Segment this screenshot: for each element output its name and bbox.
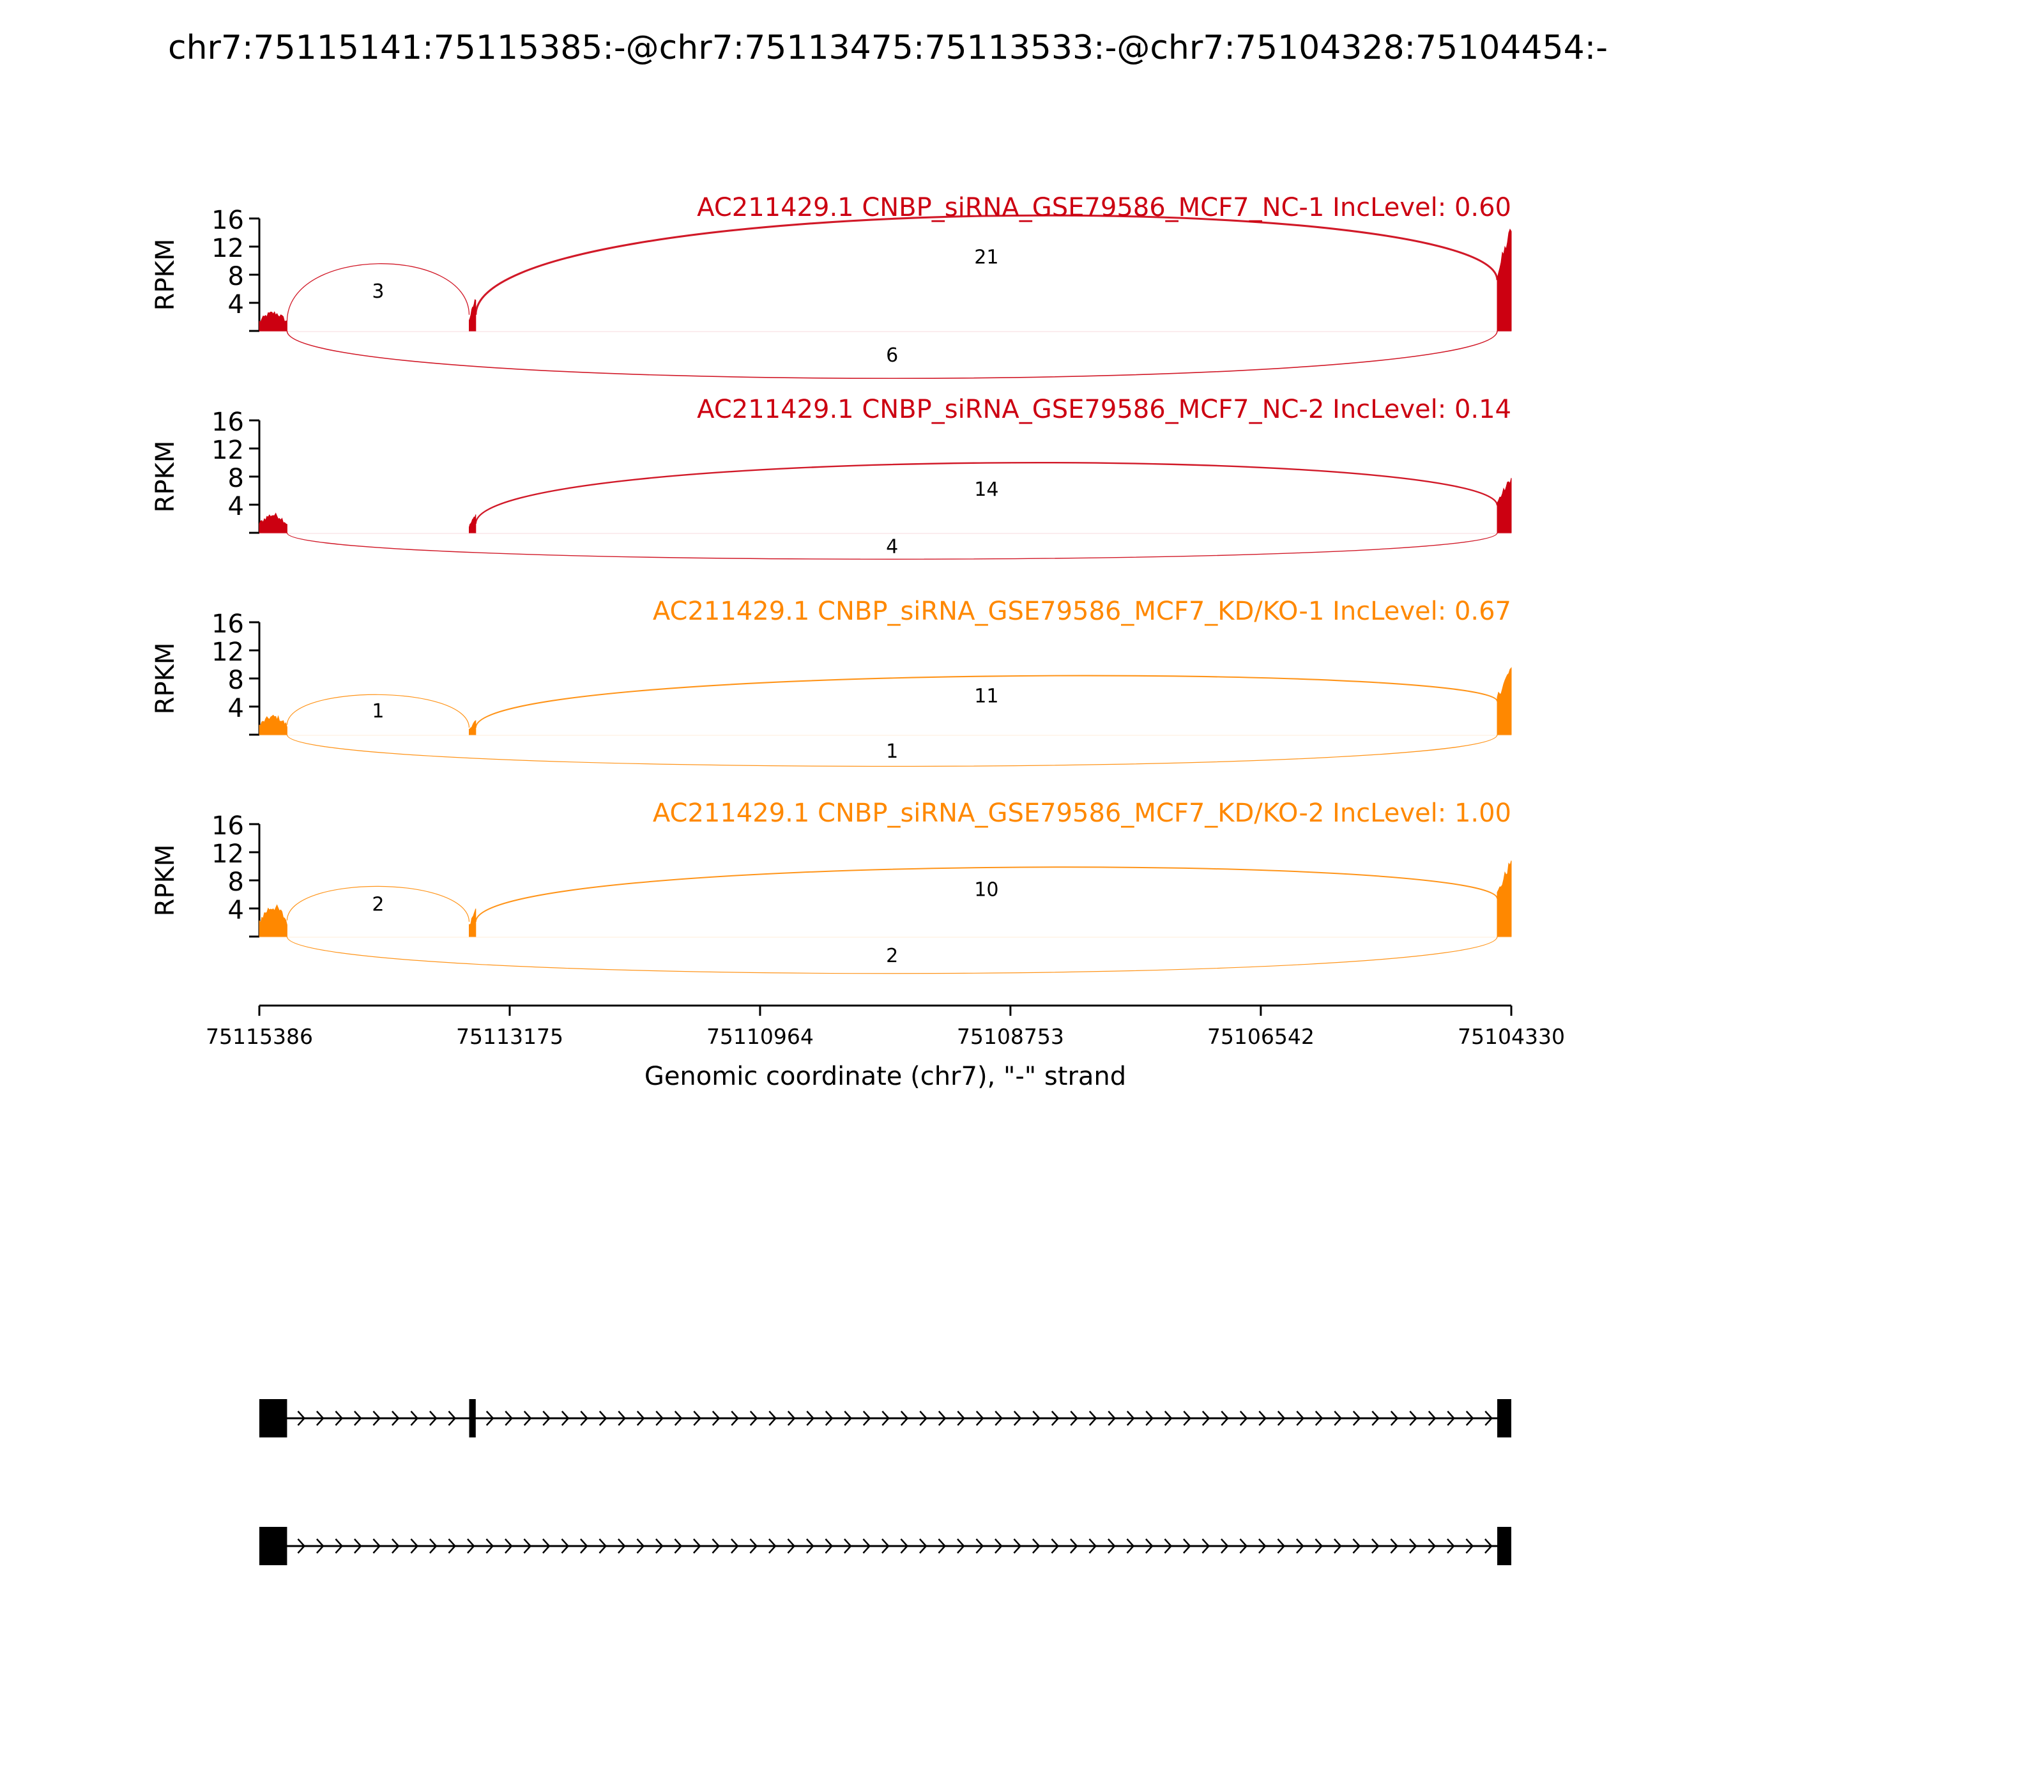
x-tick-label: 75108753: [956, 1024, 1064, 1049]
y-tick-label: 16: [211, 408, 244, 437]
panel-sample-label: AC211429.1 CNBP_siRNA_GSE79586_MCF7_KD/KO-2 IncLevel: 1.00: [652, 799, 1511, 828]
y-tick-label: 4: [227, 290, 244, 319]
coverage-exon-1: [259, 312, 287, 331]
coverage-panel-2: [151, 395, 1511, 559]
exon-block: [1497, 1527, 1511, 1565]
coverage-exon-3: [1497, 668, 1511, 735]
figure-title: chr7:75115141:75115385:-@chr7:75113475:75113533:-@chr7:75104328:75104454:-: [167, 29, 1608, 67]
y-tick-label: 12: [211, 638, 244, 667]
coverage-exon-3: [1497, 478, 1511, 533]
junction-count-label: 21: [974, 246, 999, 269]
coverage-exon-1: [259, 716, 287, 735]
y-tick-label: 16: [211, 206, 244, 235]
y-tick-label: 8: [227, 464, 244, 493]
coverage-exon-3: [1497, 861, 1511, 937]
y-tick-label: 4: [227, 896, 244, 925]
exon-block: [469, 1399, 475, 1437]
coverage-exon-2: [469, 721, 476, 735]
coverage-exon-3: [1497, 229, 1511, 331]
x-axis-label: Genomic coordinate (chr7), "-" strand: [644, 1062, 1127, 1091]
y-tick-label: 16: [211, 609, 244, 639]
x-tick-label: 75115386: [206, 1024, 313, 1049]
coverage-exon-2: [469, 514, 476, 533]
junction-count-label: 4: [886, 535, 899, 558]
coverage-exon-2: [469, 908, 476, 937]
coverage-panels: [151, 193, 1511, 974]
y-axis-label: RPKM: [151, 440, 180, 513]
y-tick-label: 16: [211, 811, 244, 841]
coverage-panel-1: [151, 193, 1511, 378]
y-tick-label: 12: [211, 436, 244, 465]
y-tick-label: 12: [211, 839, 244, 869]
y-axis-label: RPKM: [151, 642, 180, 715]
x-axis: [206, 1006, 1565, 1091]
coverage-exon-1: [259, 905, 287, 937]
y-axis-label: RPKM: [151, 844, 180, 917]
exon-block: [1497, 1399, 1511, 1437]
x-tick-label: 75104330: [1458, 1024, 1565, 1049]
junction-count-label: 11: [974, 685, 999, 708]
y-tick-label: 8: [227, 262, 244, 291]
junction-count-label: 1: [372, 700, 385, 723]
exon-block: [259, 1399, 287, 1437]
y-tick-label: 8: [227, 868, 244, 897]
junction-count-label: 2: [886, 944, 899, 967]
isoform-2: [259, 1527, 1511, 1565]
coverage-panel-4: [151, 799, 1511, 974]
junction-count-label: 10: [974, 878, 999, 901]
x-tick-label: 75113175: [455, 1024, 563, 1049]
y-axis-label: RPKM: [151, 238, 180, 311]
y-tick-label: 4: [227, 694, 244, 723]
junction-count-label: 6: [886, 344, 899, 367]
y-tick-label: 4: [227, 492, 244, 521]
isoform-track: [259, 1399, 1511, 1565]
junction-count-label: 3: [372, 280, 385, 303]
x-tick-label: 75110964: [706, 1024, 814, 1049]
x-tick-label: 75106542: [1207, 1024, 1315, 1049]
isoform-1: [259, 1399, 1511, 1437]
junction-count-label: 1: [886, 740, 899, 763]
coverage-exon-2: [469, 300, 476, 331]
panel-sample-label: AC211429.1 CNBP_siRNA_GSE79586_MCF7_NC-1 IncLevel: 0.60: [697, 193, 1511, 222]
y-tick-label: 8: [227, 666, 244, 695]
coverage-exon-1: [259, 513, 287, 533]
panel-sample-label: AC211429.1 CNBP_siRNA_GSE79586_MCF7_NC-2 IncLevel: 0.14: [697, 395, 1511, 424]
exon-block: [259, 1527, 287, 1565]
panel-sample-label: AC211429.1 CNBP_siRNA_GSE79586_MCF7_KD/KO-1 IncLevel: 0.67: [652, 597, 1511, 626]
junction-count-label: 2: [372, 893, 385, 916]
y-tick-label: 12: [211, 234, 244, 263]
coverage-panel-3: [151, 597, 1511, 767]
junction-count-label: 14: [974, 478, 999, 501]
